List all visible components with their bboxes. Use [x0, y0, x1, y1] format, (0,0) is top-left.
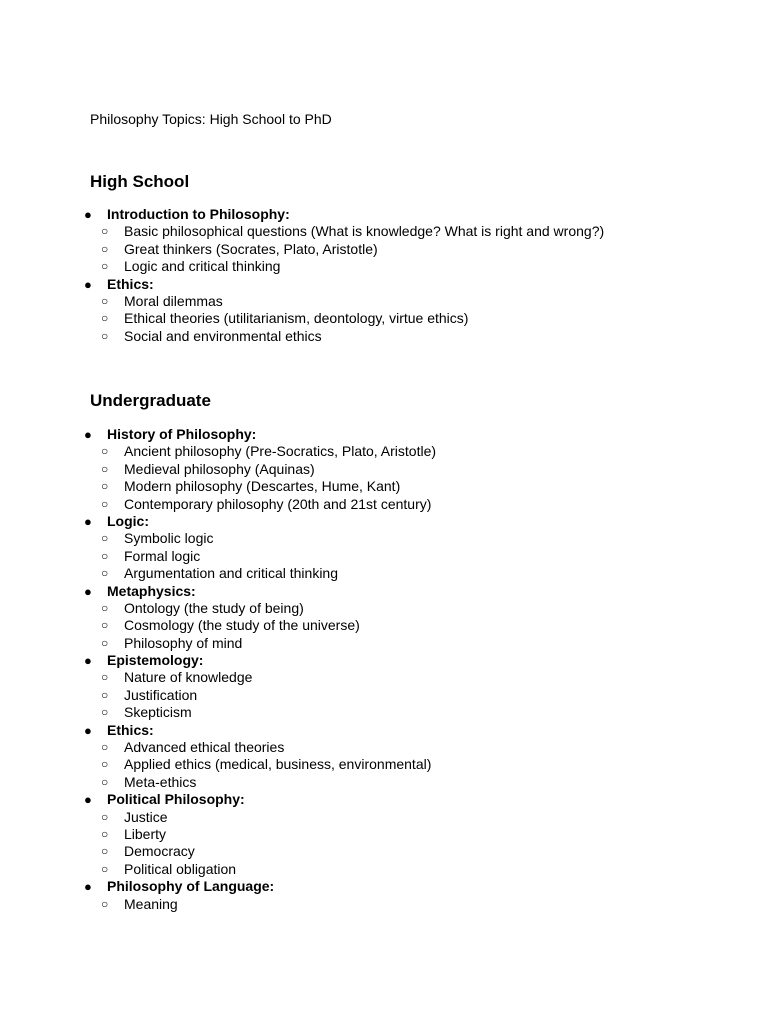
subtopic-label: Nature of knowledge: [124, 669, 253, 686]
subtopic-label: Formal logic: [124, 547, 201, 564]
subtopic-label: Basic philosophical questions (What is knowledge? What is right and wrong?): [124, 223, 605, 240]
hollow-bullet-icon: ○: [101, 757, 109, 772]
hollow-bullet-icon: ○: [101, 241, 109, 256]
subtopic-label: Moral dilemmas: [124, 292, 223, 309]
hollow-bullet-icon: ○: [101, 224, 109, 239]
hollow-bullet-icon: ○: [101, 844, 109, 859]
section-heading-undergraduate: Undergraduate: [90, 391, 211, 410]
document-title: Philosophy Topics: High School to PhD: [90, 111, 332, 127]
section-heading-high-school: High School: [90, 172, 190, 191]
topic-label: Political Philosophy:: [107, 791, 245, 808]
subtopic-label: Meaning: [124, 895, 178, 912]
subtopic-label: Ethical theories (utilitarianism, deontology, virtue ethics): [124, 310, 469, 327]
hollow-bullet-icon: ○: [101, 496, 109, 511]
hollow-bullet-icon: ○: [101, 293, 109, 308]
topic-label: History of Philosophy:: [107, 426, 257, 442]
hollow-bullet-icon: ○: [101, 566, 109, 581]
hollow-bullet-icon: ○: [101, 687, 109, 702]
topic-label: Epistemology:: [107, 652, 204, 669]
hollow-bullet-icon: ○: [101, 600, 109, 615]
subtopic-label: Philosophy of mind: [124, 634, 243, 651]
hollow-bullet-icon: ○: [101, 259, 109, 274]
topic-label: Philosophy of Language:: [107, 878, 275, 895]
subtopic-label: Argumentation and critical thinking: [124, 565, 339, 582]
subtopic-label: Contemporary philosophy (20th and 21st century): [124, 495, 432, 512]
filled-bullet-icon: ●: [84, 276, 92, 292]
subtopic-label: Medieval philosophy (Aquinas): [124, 460, 315, 477]
subtopic-label: Justice: [124, 808, 168, 825]
hollow-bullet-icon: ○: [101, 705, 109, 720]
topic-label: Ethics:: [107, 721, 154, 738]
subtopic-label: Social and environmental ethics: [124, 327, 322, 344]
hollow-bullet-icon: ○: [101, 774, 109, 789]
topic-label: Introduction to Philosophy:: [107, 206, 290, 222]
hollow-bullet-icon: ○: [101, 461, 109, 476]
subtopic-label: Great thinkers (Socrates, Plato, Aristotle): [124, 240, 378, 257]
hollow-bullet-icon: ○: [101, 311, 109, 326]
subtopic-label: Political obligation: [124, 860, 237, 877]
subtopic-label: Meta-ethics: [124, 773, 197, 790]
hollow-bullet-icon: ○: [101, 444, 109, 459]
hollow-bullet-icon: ○: [101, 670, 109, 685]
hollow-bullet-icon: ○: [101, 548, 109, 563]
filled-bullet-icon: ●: [84, 427, 92, 442]
subtopic-label: Ontology (the study of being): [124, 599, 304, 616]
subtopic-label: Ancient philosophy (Pre-Socratics, Plato, Aristotle): [124, 443, 437, 460]
hollow-bullet-icon: ○: [101, 479, 109, 494]
subtopic-label: Justification: [124, 686, 198, 703]
filled-bullet-icon: ●: [84, 513, 92, 529]
topic-label: Ethics:: [107, 275, 154, 292]
subtopic-label: Applied ethics (medical, business, environmental): [124, 756, 432, 773]
subtopic-label: Cosmology (the study of the universe): [124, 617, 360, 634]
hollow-bullet-icon: ○: [101, 809, 109, 824]
filled-bullet-icon: ●: [84, 792, 92, 808]
subtopic-label: Skepticism: [124, 704, 192, 721]
subtopic-label: Liberty: [124, 825, 167, 842]
hollow-bullet-icon: ○: [101, 861, 109, 876]
subtopic-label: Democracy: [124, 843, 195, 860]
topic-label: Logic:: [107, 512, 149, 529]
filled-bullet-icon: ●: [84, 722, 92, 738]
hollow-bullet-icon: ○: [101, 826, 109, 841]
hollow-bullet-icon: ○: [101, 896, 109, 911]
filled-bullet-icon: ●: [84, 879, 92, 895]
hollow-bullet-icon: ○: [101, 635, 109, 650]
hollow-bullet-icon: ○: [101, 740, 109, 755]
filled-bullet-icon: ●: [84, 207, 92, 222]
hollow-bullet-icon: ○: [101, 328, 109, 343]
subtopic-label: Logic and critical thinking: [124, 258, 281, 275]
filled-bullet-icon: ●: [84, 653, 92, 669]
hollow-bullet-icon: ○: [101, 531, 109, 546]
subtopic-label: Modern philosophy (Descartes, Hume, Kant): [124, 478, 401, 495]
filled-bullet-icon: ●: [84, 583, 92, 599]
hollow-bullet-icon: ○: [101, 618, 109, 633]
topic-label: Metaphysics:: [107, 582, 196, 599]
subtopic-label: Advanced ethical theories: [124, 739, 285, 756]
subtopic-label: Symbolic logic: [124, 530, 214, 547]
